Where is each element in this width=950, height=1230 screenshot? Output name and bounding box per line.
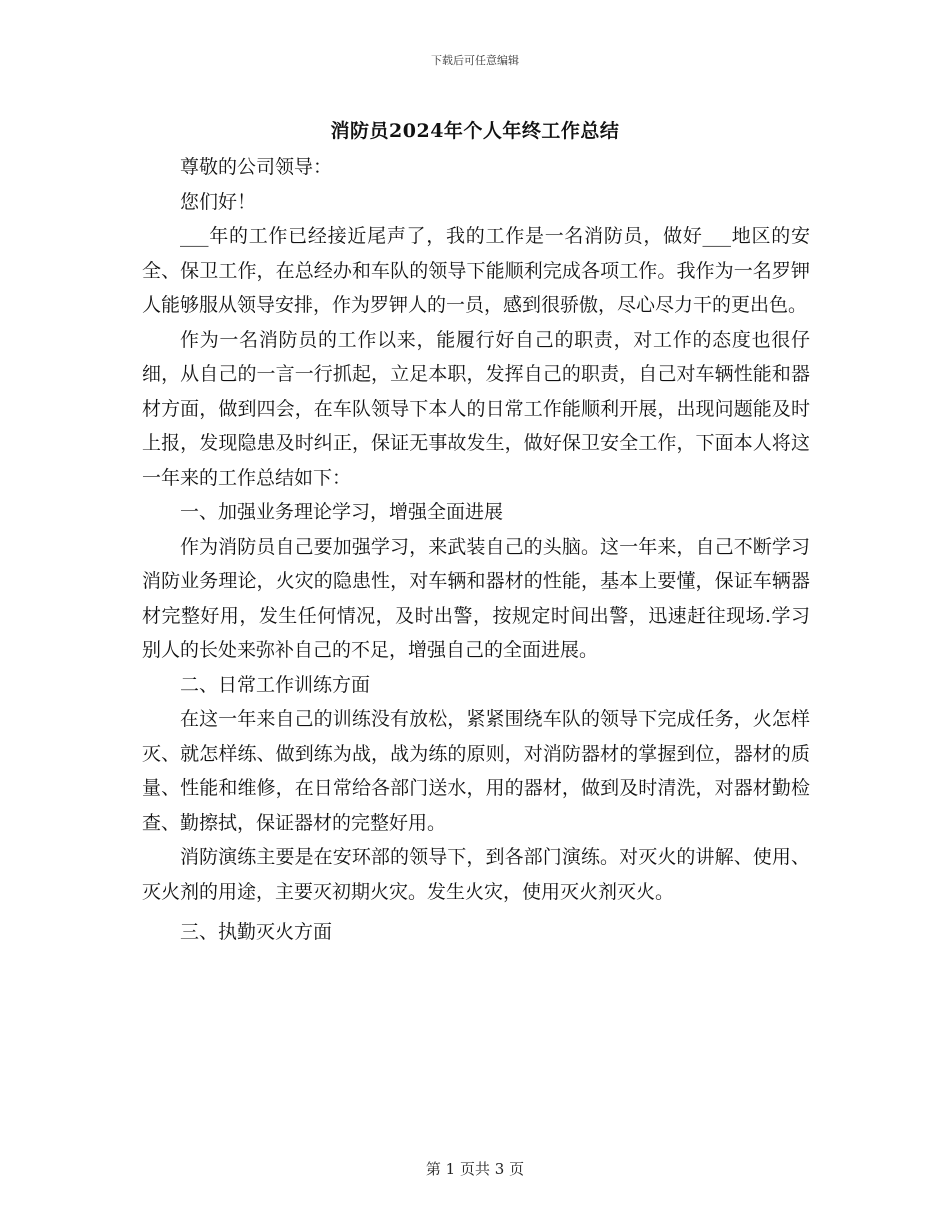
document-body [142,150,810,950]
paragraph: 作为一名消防员的工作以来，能履行好自己的职责，对工作的态度也很仔细，从自己的一言一行抓起，立足本职，发挥自己的职责，自己对车辆性能和器材方面，做到四会，在车队领导下本人的日常工作能顺利开展，出现问题能及时上报，发现隐患及时纠正，保证无事故发生，做好保卫安全工作，下面本人将这一年来的工作总结如下： [142,328,810,489]
document-title: 消防员2024年个人年终工作总结 [330,120,620,142]
paragraph: 作为消防员自己要加强学习，来武装自己的头脑。这一年来，自己不断学习消防业务理论，火灾的隐患性，对车辆和器材的性能，基本上要懂，保证车辆器材完整好用，发生任何情况，及时出警，按规定时间出警，迅速赶往现场.学习别人的长处来弥补自己的不足，增强自己的全面进展。 [142,535,810,661]
greeting: 您们好！ [180,190,257,213]
header-note: 下载后可任意编辑 [431,54,519,67]
salutation: 尊敬的公司领导： [180,156,333,178]
page-number: 第 1 页共 3 页 [425,1160,525,1178]
section-heading: 二、日常工作训练方面 [180,673,371,696]
paragraph: ___年的工作已经接近尾声了，我的工作是一名消防员，做好___地区的安全、保卫工作，在总经办和车队的领导下能顺利完成各项工作。我作为一名罗钾人能够服从领导安排，作为罗钾人的一员，感到很骄傲，尽心尽力干的更出色。 [142,225,810,316]
paragraph: 消防演练主要是在安环部的领导下，到各部门演练。对灭火的讲解、使用、灭火剂的用途，主要灭初期火灾。发生火灾，使用灭火剂灭火。 [142,846,810,903]
section-heading: 一、加强业务理论学习，增强全面进展 [180,501,504,523]
section-heading: 三、执勤灭火方面 [180,921,333,943]
paragraph: 在这一年来自己的训练没有放松，紧紧围绕车队的领导下完成任务，火怎样灭、就怎样练、做到练为战，战为练的原则，对消防器材的掌握到位，器材的质量、性能和维修，在日常给各部门送水，用的器材，做到及时清洗，对器材勤检查、勤擦拭，保证器材的完整好用。 [142,708,810,834]
